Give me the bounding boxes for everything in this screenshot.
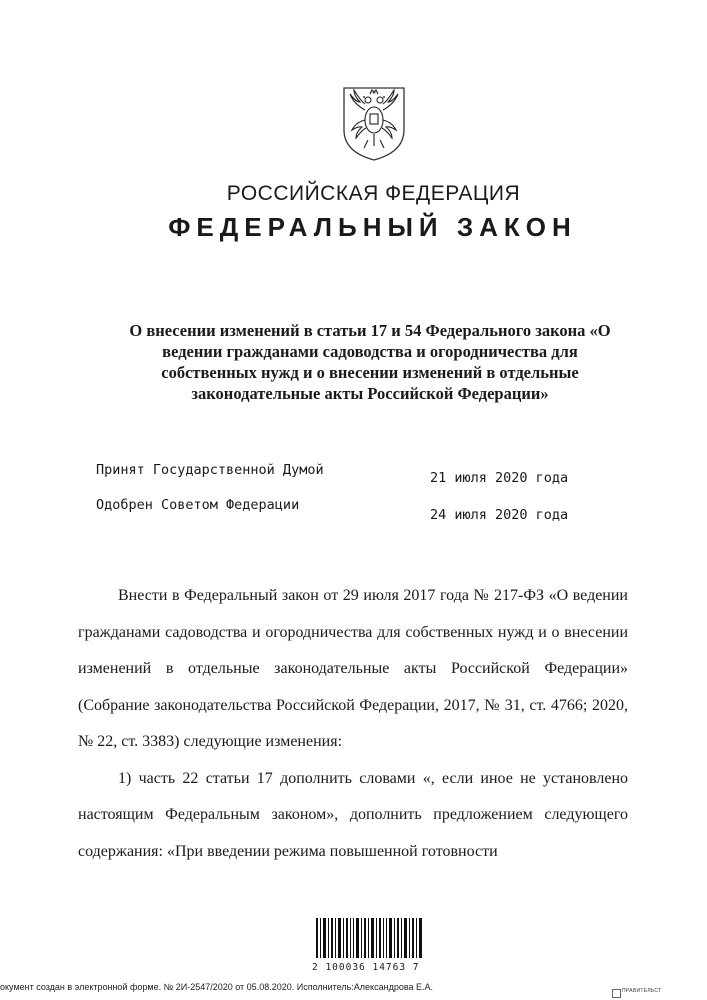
barcode-number: 2 100036 14763 7 (312, 962, 420, 973)
russian-coat-of-arms-icon (338, 80, 410, 162)
country-name: РОССИЙСКАЯ ФЕДЕРАЦИЯ (226, 182, 521, 205)
body-item-1: 1) часть 22 статьи 17 дополнить словами «, если иное не установлено настоящим Федеральным законом», дополнить предложением следующего содержания: «При введении режима повышенной готовности (78, 769, 628, 860)
adoption-label: Одобрен Советом Федерации (96, 497, 300, 513)
barcode-icon (316, 918, 424, 958)
adoption-date: 21 июля 2020 года (430, 470, 569, 486)
body-intro-paragraph: Внести в Федеральный закон от 29 июля 2017 года № 217-ФЗ «О ведении гражданами садоводства и огородничества для собственных нужд и о внесении изменений в отдельные законодательные акты Российской Федерации» (Собрание законодательства Российской Федерации, 2017, № 31, ст. 4766; 2020, № 22, ст. 3383) следующие изменения: (78, 587, 628, 750)
government-logo-icon (612, 989, 621, 998)
adoption-date: 24 июля 2020 года (430, 507, 569, 523)
law-type-heading: ФЕДЕРАЛЬНЫЙ ЗАКОН (168, 212, 577, 242)
adoption-label: Принят Государственной Думой (96, 462, 324, 478)
footer-note: окумент создан в электронной форме. № 2И-2547/2020 от 05.08.2020. Исполнитель:Александрова Е.А. (0, 982, 434, 992)
law-title: О внесении изменений в статьи 17 и 54 Федерального закона «О ведении гражданами садоводства и огородничества для собственных нужд и о внесении изменений в отдельные законодательные акты Российской Федерации» (129, 321, 611, 403)
law-body (78, 578, 628, 870)
footer-logo-text: ПРАВИТЕЛЬСТ (622, 988, 662, 994)
